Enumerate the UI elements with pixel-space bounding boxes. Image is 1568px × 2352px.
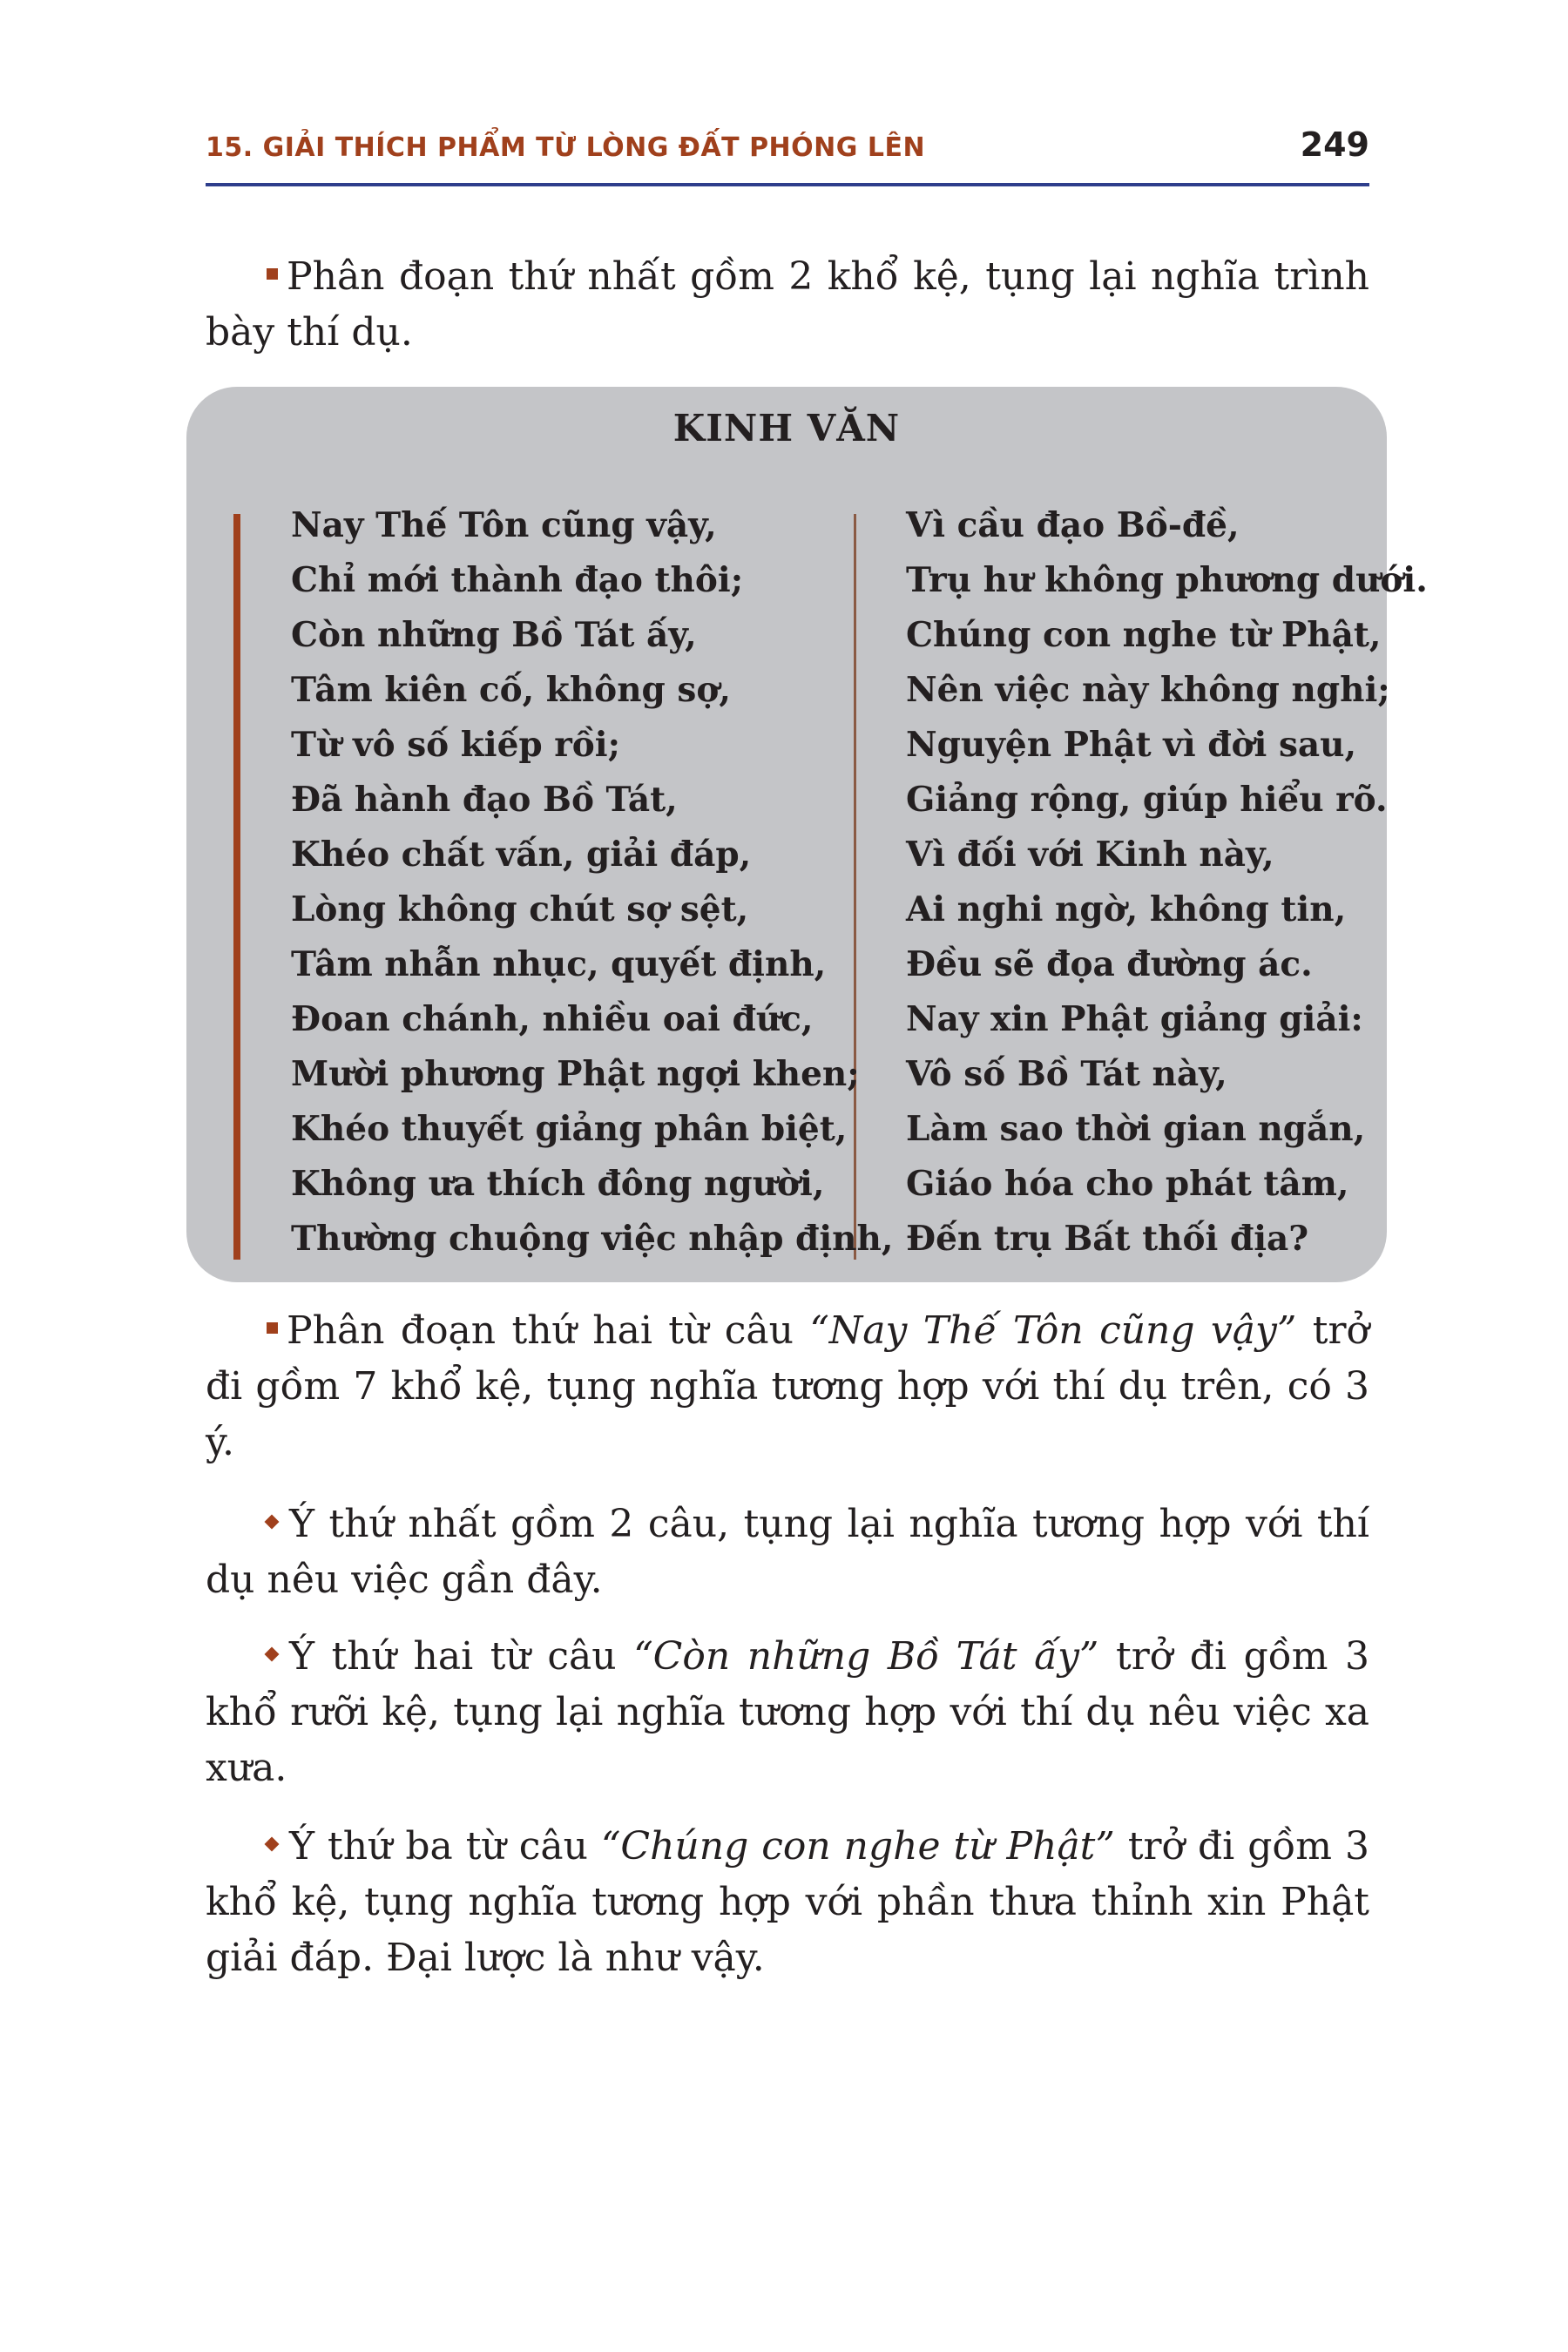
verse-line: Vô số Bồ Tát này, (906, 1054, 1227, 1094)
verse-line: Khéo chất vấn, giải đáp, (291, 835, 752, 875)
paragraph-text: trở đi gồm 7 khổ kệ, tụng nghĩa tương hợp với thí dụ trên, có 3 ý. (206, 1308, 1369, 1464)
paragraph-text: trở đi gồm 3 khổ rưỡi kệ, tụng lại nghĩa tương hợp với thí dụ nêu việc xa xưa. (206, 1634, 1369, 1790)
verse-line: Tâm kiên cố, không sợ, (291, 670, 731, 710)
verse-column-left (291, 498, 893, 1267)
verse-line: Đã hành đạo Bồ Tát, (291, 780, 678, 820)
square-bullet-icon (267, 1322, 278, 1334)
quoted-verse: “Chúng con nghe từ Phật” (600, 1824, 1115, 1869)
verse-line: Giảng rộng, giúp hiểu rõ. (906, 780, 1388, 820)
square-bullet-icon (267, 268, 278, 280)
paragraph-text: trở đi gồm 3 khổ kệ, tụng nghĩa tương hợp với phần thưa thỉnh xin Phật giải đáp. Đại lược là như vậy. (206, 1824, 1369, 1980)
page-number: 249 (1300, 125, 1369, 164)
quoted-verse: “Nay Thế Tôn cũng vậy” (809, 1308, 1297, 1353)
diamond-bullet-icon (265, 1514, 280, 1529)
verse-line: Từ vô số kiếp rồi; (291, 725, 621, 765)
verse-line: Trụ hư không phương dưới. (906, 560, 1428, 600)
verse-line: Khéo thuyết giảng phân biệt, (291, 1109, 848, 1149)
diamond-bullet-icon (265, 1646, 280, 1661)
chapter-title: 15. GIẢI THÍCH PHẨM TỪ LÒNG ĐẤT PHÓNG LÊN (206, 132, 926, 163)
verse-line: Đoan chánh, nhiều oai đức, (291, 999, 814, 1039)
verse-line: Giáo hóa cho phát tâm, (906, 1164, 1349, 1204)
verse-line: Ai nghi ngờ, không tin, (906, 889, 1347, 929)
paragraph-text: Ý thứ nhất gồm 2 câu, tụng lại nghĩa tương hợp với thí dụ nêu việc gần đây. (206, 1502, 1369, 1602)
paragraph-text: Phân đoạn thứ hai từ câu (287, 1308, 810, 1353)
verse-line: Nay xin Phật giảng giải: (906, 999, 1363, 1039)
paragraph-text: Ý thứ ba từ câu (289, 1824, 601, 1869)
paragraph-idea-three (206, 1819, 1369, 1986)
verse-line: Nên việc này không nghi; (906, 670, 1390, 710)
intro-paragraph (206, 249, 1369, 361)
verse-line: Còn những Bồ Tát ấy, (291, 615, 697, 655)
paragraph-text: Ý thứ hai từ câu (289, 1634, 634, 1679)
verse-line: Vì đối với Kinh này, (906, 835, 1274, 875)
verse-line: Chỉ mới thành đạo thôi; (291, 560, 744, 600)
diamond-bullet-icon (265, 1836, 280, 1851)
sutra-box (186, 387, 1428, 1282)
page-header (206, 122, 1369, 186)
sutra-heading: KINH VĂN (672, 407, 901, 449)
verse-line: Đều sẽ đọa đường ác. (906, 944, 1313, 984)
verse-line: Đến trụ Bất thối địa? (906, 1219, 1309, 1259)
verse-line: Chúng con nghe từ Phật, (906, 615, 1382, 655)
verse-column-right (906, 498, 1428, 1267)
verse-line: Lòng không chút sợ sệt, (291, 889, 749, 929)
verse-line: Nay Thế Tôn cũng vậy, (291, 505, 717, 545)
verse-line: Tâm nhẫn nhục, quyết định, (291, 944, 827, 984)
verse-line: Nguyện Phật vì đời sau, (906, 725, 1357, 765)
verse-line: Không ưa thích đông người, (291, 1164, 825, 1204)
paragraph-segment-two (206, 1303, 1369, 1470)
paragraph-idea-two (206, 1629, 1369, 1796)
quoted-verse: “Còn những Bồ Tát ấy” (633, 1634, 1099, 1679)
intro-paragraph-text: Phân đoạn thứ nhất gồm 2 khổ kệ, tụng lại nghĩa trình bày thí dụ. (206, 254, 1369, 355)
left-accent-rule (233, 514, 240, 1260)
verse-line: Vì cầu đạo Bồ-đề, (906, 505, 1240, 545)
verse-line: Làm sao thời gian ngắn, (906, 1109, 1366, 1149)
paragraph-idea-one (206, 1497, 1369, 1608)
verse-line: Thường chuộng việc nhập định, (291, 1219, 894, 1259)
verse-line: Mười phương Phật ngợi khen; (291, 1054, 860, 1094)
